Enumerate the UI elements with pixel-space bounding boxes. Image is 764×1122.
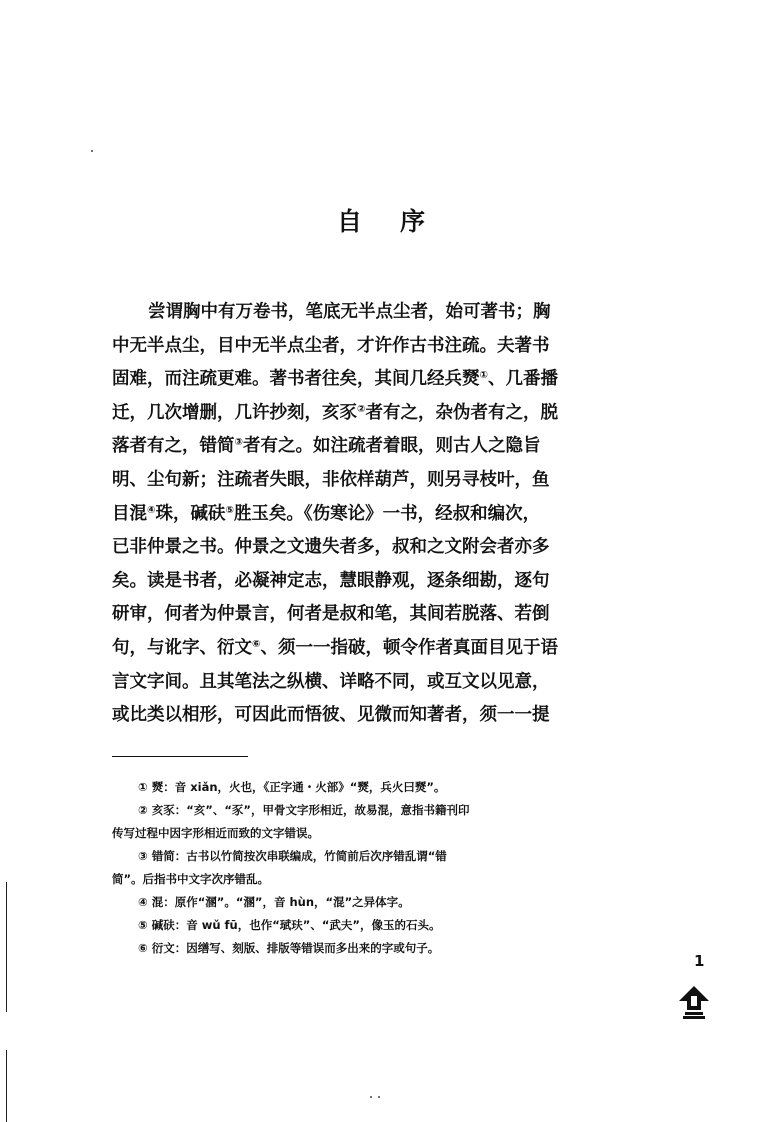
footnote-4: ④ 混：原作“溷”。“溷”，音 hùn，“混”之异体字。 [138,895,410,909]
scan-edge-rule-top [6,882,7,1012]
body-line-11 [112,632,660,666]
title-char-2: 序 [400,207,428,236]
body-line-7-text: 目混 [112,503,147,524]
body-line-10: 研审，何者为仲景言，何者是叔和笔，其间若脱落、若倒 [112,604,550,625]
footnote-ref-5[interactable]: ⑤ [225,504,234,516]
footnote-ref-1[interactable]: ① [479,370,488,382]
body-line-8: 已非仲景之书。仲景之文遗失者多，叔和之文附会者亦多 [112,537,550,558]
body-line-11-tail: 、须一一指破，顿令作者真面目见于语 [260,637,558,658]
footnote-ref-6[interactable]: ⑥ [252,638,261,650]
footnote-2: ② 亥豕：“亥”、“豕”，甲骨文字形相近，故易混，意指书籍刊印 [138,803,470,817]
body-line-5-text: 落者有之，错简 [112,436,235,457]
preface-body [112,296,660,733]
body-line-4 [112,397,660,431]
body-line-7 [112,498,660,532]
body-line-5 [112,430,660,464]
body-line-4-tail: 者有之，杂伪者有之，脱 [365,402,558,423]
footnote-3: ③ 错简：古书以竹简按次串联编成，竹简前后次序错乱谓“错 [138,849,447,863]
body-line-3 [112,363,660,397]
title-char-1: 自 [336,207,364,236]
page-number: 1 [694,952,705,970]
footnote-1: ① 燹：音 xiǎn，火也，《正字通・火部》“燹，兵火曰燹”。 [138,780,446,794]
page-title [0,202,764,238]
footnote-ref-2[interactable]: ② [357,403,366,415]
footnote-6: ⑥ 衍文：因缮写、刻版、排版等错误而多出来的字或句子。 [138,941,440,955]
footnote-3-cont: 简”。后指书中文字次序错乱。 [112,872,270,886]
footnotes [112,776,672,960]
body-line-6: 明、尘句新；注疏者失眼，非依样葫芦，则另寻枝叶，鱼 [112,469,550,490]
body-line-12: 言文字间。且其笔法之纵横、详略不同，或互文以见意， [112,671,550,692]
body-line-7-mid: 珠，碱砆 [155,503,226,524]
body-line-1: 尝谓胸中有万卷书，笔底无半点尘者，始可著书；胸 [148,302,551,322]
body-line-3-tail: 、几番播 [487,369,558,390]
body-line-11-text: 句，与讹字、衍文 [112,637,252,658]
footnote-ref-4[interactable]: ④ [147,504,156,516]
footnote-2-cont: 传写过程中因字形相近而致的文字错误。 [112,826,319,840]
body-line-2: 中无半点尘，目中无半点尘者，才许作古书注疏。夫著书 [112,335,550,356]
footnote-5: ⑤ 碱砆：音 wǔ fū，也作“珷玞”、“武夫”，像玉的石头。 [138,918,441,932]
home-arrow-icon[interactable] [677,984,711,1020]
body-line-9: 矣。读是书者，必凝神定志，慧眼静观，逐条细勘，逐句 [112,570,550,591]
footnote-ref-3[interactable]: ③ [234,437,243,449]
scan-speck [378,1096,380,1098]
body-line-3-text: 固难，而注疏更难。著书者往矣，其间几经兵燹 [112,369,480,390]
body-line-13: 或比类以相形，可因此而悟彼、见微而知著者，须一一提 [112,705,550,726]
body-line-4-text: 迁，几次增删，几许抄刻，亥豕 [112,402,357,423]
footnote-divider [112,756,248,757]
scan-speck [91,150,93,152]
scan-speck [370,1096,372,1098]
body-line-7-tail: 胜玉矣。《伤寒论》一书，经叔和编次， [233,503,541,524]
body-line-5-tail: 者有之。如注疏者着眼，则古人之隐旨 [242,436,541,457]
scan-edge-rule-bottom [6,1050,7,1122]
